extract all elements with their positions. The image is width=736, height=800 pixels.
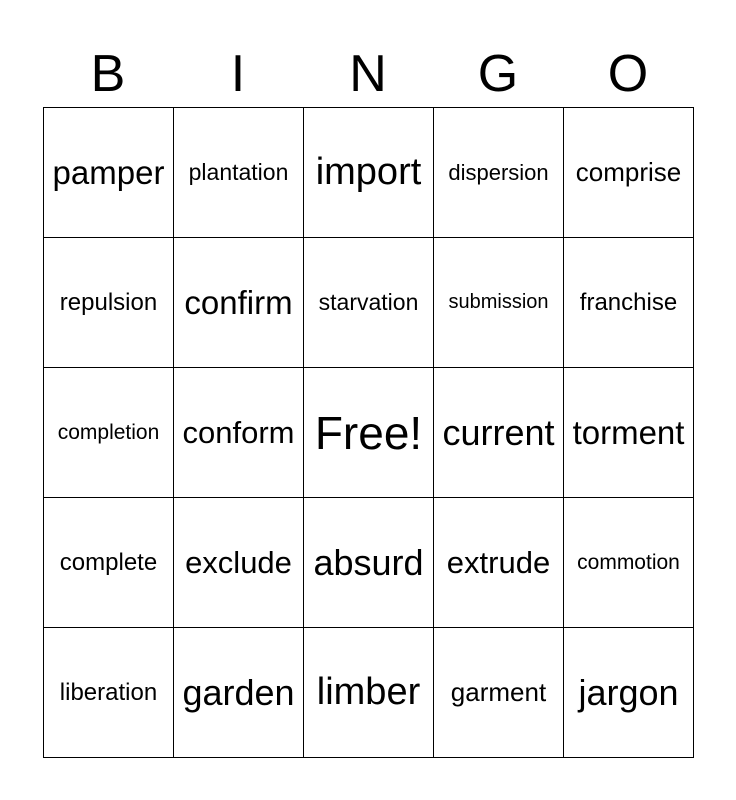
bingo-cell[interactable]: comprise — [564, 108, 694, 238]
header-letter-i: I — [230, 45, 246, 103]
bingo-board — [43, 107, 694, 758]
bingo-cell[interactable]: jargon — [564, 628, 694, 758]
bingo-cell[interactable]: commotion — [564, 498, 694, 628]
header-letter-o: O — [607, 45, 649, 103]
bingo-cell[interactable]: exclude — [174, 498, 304, 628]
header-letter-b: B — [90, 45, 126, 103]
bingo-cell[interactable]: current — [434, 368, 564, 498]
bingo-cell[interactable]: torment — [564, 368, 694, 498]
bingo-cell[interactable]: complete — [44, 498, 174, 628]
free-space[interactable]: Free! — [304, 368, 434, 498]
bingo-cell[interactable]: confirm — [174, 238, 304, 368]
bingo-cell[interactable]: submission — [434, 238, 564, 368]
bingo-header — [43, 40, 693, 108]
bingo-cell[interactable]: garden — [174, 628, 304, 758]
header-letter-g: G — [477, 45, 519, 103]
bingo-cell[interactable]: extrude — [434, 498, 564, 628]
bingo-cell[interactable]: repulsion — [44, 238, 174, 368]
bingo-cell[interactable]: franchise — [564, 238, 694, 368]
bingo-cell[interactable]: conform — [174, 368, 304, 498]
bingo-cell[interactable]: limber — [304, 628, 434, 758]
bingo-cell[interactable]: dispersion — [434, 108, 564, 238]
bingo-cell[interactable]: starvation — [304, 238, 434, 368]
bingo-cell[interactable]: liberation — [44, 628, 174, 758]
bingo-cell[interactable]: import — [304, 108, 434, 238]
bingo-cell[interactable]: completion — [44, 368, 174, 498]
header-letter-n: N — [349, 45, 387, 103]
bingo-cell[interactable]: pamper — [44, 108, 174, 238]
bingo-cell[interactable]: absurd — [304, 498, 434, 628]
bingo-cell[interactable]: garment — [434, 628, 564, 758]
bingo-cell[interactable]: plantation — [174, 108, 304, 238]
